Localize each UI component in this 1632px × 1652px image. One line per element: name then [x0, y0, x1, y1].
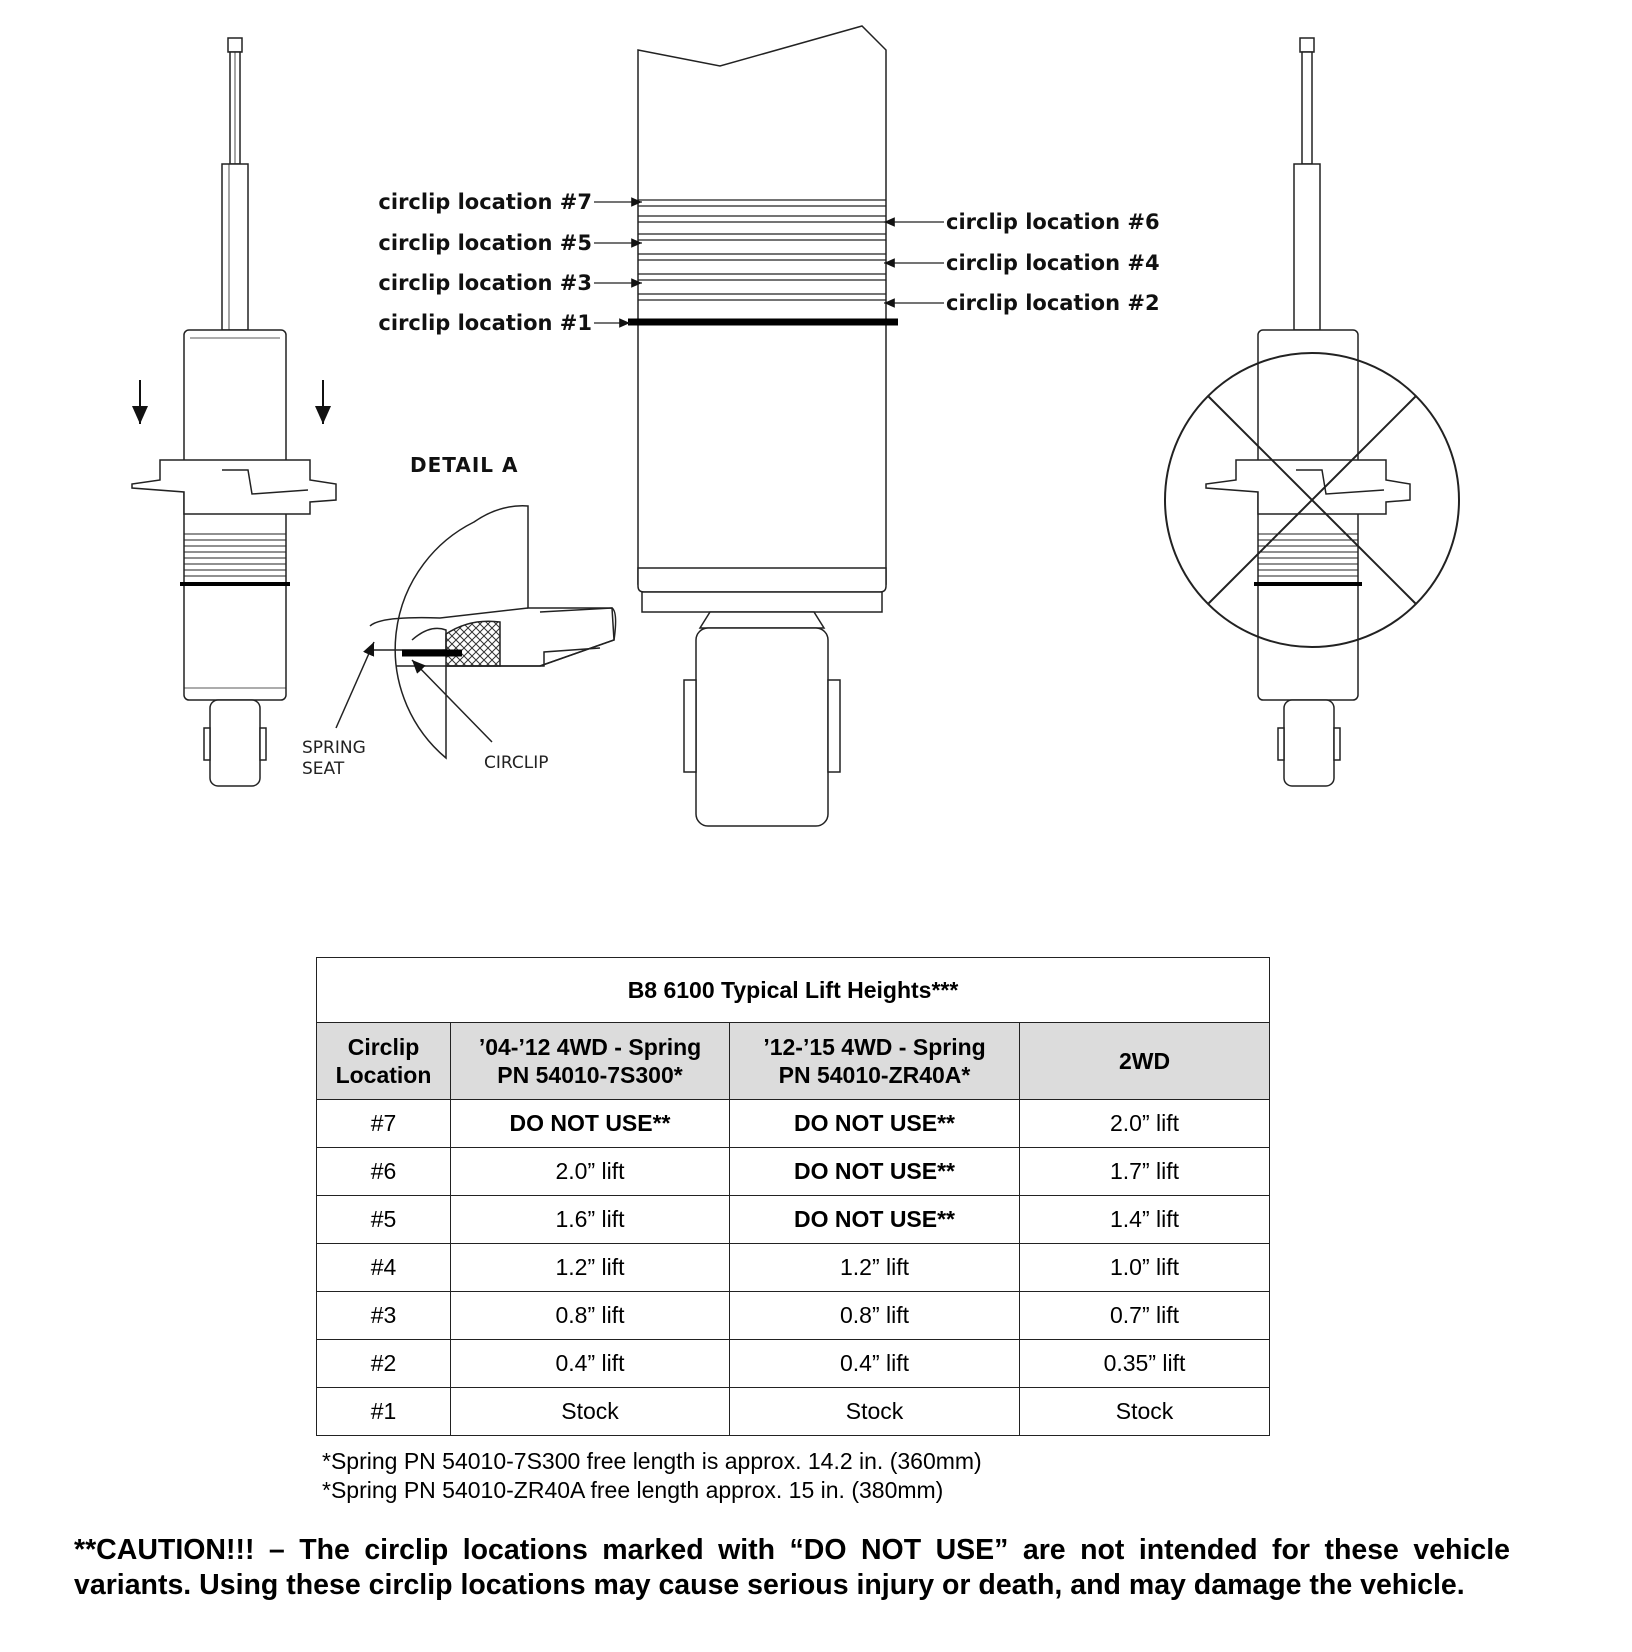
cell-4wd-late: 0.4” lift: [730, 1340, 1020, 1388]
cell-4wd-late: 1.2” lift: [730, 1244, 1020, 1292]
spring-seat-label-line2: SEAT: [302, 759, 345, 779]
table-row: [317, 1196, 1270, 1244]
cell-4wd-early: 1.2” lift: [451, 1244, 730, 1292]
cell-4wd-early: 0.4” lift: [451, 1340, 730, 1388]
table-title: B8 6100 Typical Lift Heights***: [317, 958, 1270, 1023]
cell-4wd-late: DO NOT USE**: [730, 1100, 1020, 1148]
right-shock-drawing: [1206, 38, 1410, 786]
cell-4wd-early: Stock: [451, 1388, 730, 1436]
circlip-label-3: circlip location #3: [378, 271, 592, 295]
table-row: [317, 1340, 1270, 1388]
cell-4wd-early: 1.6” lift: [451, 1196, 730, 1244]
cell-4wd-late: DO NOT USE**: [730, 1148, 1020, 1196]
detail-a-title: DETAIL A: [410, 453, 519, 477]
cell-2wd: 1.7” lift: [1020, 1148, 1270, 1196]
footnote-7s300: *Spring PN 54010-7S300 free length is approx. 14.2 in. (360mm): [322, 1448, 982, 1474]
cell-location: #2: [317, 1340, 451, 1388]
circlip-callout-label: CIRCLIP: [484, 753, 549, 773]
cell-2wd: 0.35” lift: [1020, 1340, 1270, 1388]
table-header-row: [317, 1023, 1270, 1100]
cell-2wd: 1.4” lift: [1020, 1196, 1270, 1244]
cell-2wd: 2.0” lift: [1020, 1100, 1270, 1148]
circlip-label-4: circlip location #4: [946, 251, 1160, 275]
table-row: [317, 1100, 1270, 1148]
cell-location: #7: [317, 1100, 451, 1148]
cell-4wd-late: Stock: [730, 1388, 1020, 1436]
cell-location: #3: [317, 1292, 451, 1340]
cell-location: #1: [317, 1388, 451, 1436]
footnotes: [322, 1447, 982, 1505]
cell-4wd-early: 0.8” lift: [451, 1292, 730, 1340]
header-circlip-location: Circlip Location: [317, 1023, 451, 1100]
circlip-label-6: circlip location #6: [946, 210, 1160, 234]
circlip-label-5: circlip location #5: [378, 231, 592, 255]
circlip-leaders-right: [884, 222, 944, 303]
cell-2wd: 1.0” lift: [1020, 1244, 1270, 1292]
circlip-label-7: circlip location #7: [378, 190, 592, 214]
circlip-label-1: circlip location #1: [378, 311, 592, 335]
spring-seat-label-line1: SPRING: [302, 738, 366, 758]
cell-4wd-early: 2.0” lift: [451, 1148, 730, 1196]
header-04-12-4wd: ’04-’12 4WD - Spring PN 54010-7S300*: [451, 1023, 730, 1100]
cell-2wd: 0.7” lift: [1020, 1292, 1270, 1340]
table-row: [317, 1292, 1270, 1340]
header-12-15-4wd: ’12-’15 4WD - Spring PN 54010-ZR40A*: [730, 1023, 1020, 1100]
cell-4wd-early: DO NOT USE**: [451, 1100, 730, 1148]
caution-warning: **CAUTION!!! – The circlip locations marked with “DO NOT USE” are not intended for these vehicle variants. Using these circlip locations may cause serious injury or death, and may damage the vehicle.: [74, 1534, 1510, 1601]
table-row: [317, 1244, 1270, 1292]
cell-location: #4: [317, 1244, 451, 1292]
left-shock-drawing: [132, 38, 336, 786]
circlip-leaders-left: [594, 202, 642, 323]
header-2wd: 2WD: [1020, 1023, 1270, 1100]
lift-heights-table: [316, 957, 1270, 1436]
table-row: [317, 1148, 1270, 1196]
cell-4wd-late: 0.8” lift: [730, 1292, 1020, 1340]
detail-a-drawing: [370, 506, 616, 758]
center-shock-drawing: [638, 26, 886, 826]
footnote-zr40a: *Spring PN 54010-ZR40A free length approx. 15 in. (380mm): [322, 1477, 944, 1503]
cell-location: #6: [317, 1148, 451, 1196]
cell-2wd: Stock: [1020, 1388, 1270, 1436]
circlip-label-2: circlip location #2: [946, 291, 1160, 315]
cell-location: #5: [317, 1196, 451, 1244]
cell-4wd-late: DO NOT USE**: [730, 1196, 1020, 1244]
table-row: [317, 1388, 1270, 1436]
